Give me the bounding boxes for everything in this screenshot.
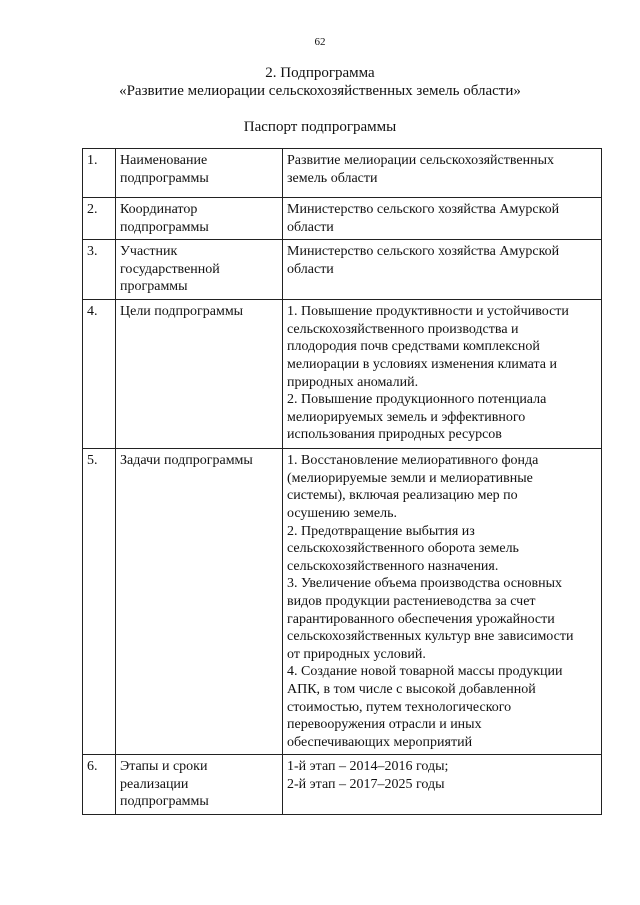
row-value-line: Министерство сельского хозяйства Амурской (287, 202, 560, 217)
row-value-line: осушению земель. (287, 505, 398, 521)
row-value-line: 2. Предотвращение выбытия из (287, 523, 475, 539)
row-name-line: программы (120, 279, 188, 295)
row-name (116, 755, 283, 815)
row-value-line: мелиорируемых земель и эффективного (287, 409, 526, 425)
row-number: 5. (83, 449, 116, 755)
page-number: 62 (314, 36, 326, 48)
row-value-line: гарантированного обеспечения урожайности (287, 611, 555, 627)
row-number: 6. (83, 755, 116, 815)
row-name (116, 240, 283, 300)
row-value-line: плодородия почв средствами комплексной (287, 339, 540, 355)
row-name-line: Наименование (120, 153, 208, 168)
row-name-line: подпрограммы (120, 794, 209, 810)
row-name-line: Этапы и сроки (120, 759, 208, 775)
row-name (116, 149, 283, 198)
table-row (83, 449, 602, 755)
row-value-line: Развитие мелиорации сельскохозяйственных (287, 153, 555, 168)
passport-table (82, 148, 602, 815)
row-value-line: 2. Повышение продукционного потенциала (287, 392, 547, 408)
row-name-line: Координатор (120, 202, 198, 217)
row-name (116, 449, 283, 755)
table-row (83, 149, 602, 198)
table-row (83, 300, 602, 449)
row-name-line: государственной (120, 261, 220, 277)
row-name-line: Цели подпрограммы (120, 304, 244, 320)
row-value-line: (мелиорируемые земли и мелиоративные (287, 470, 533, 486)
row-number: 1. (83, 149, 116, 198)
row-name-line: подпрограммы (120, 219, 209, 235)
row-value-line: сельскохозяйственного оборота земель (287, 541, 519, 557)
row-name (116, 300, 283, 449)
row-value-line: 4. Создание новой товарной массы продукции (287, 664, 563, 680)
row-name-line: подпрограммы (120, 170, 209, 186)
row-number: 4. (83, 300, 116, 449)
row-value-line: 1. Восстановление мелиоративного фонда (287, 453, 539, 469)
row-value-line: 2-й этап – 2017–2025 годы (287, 776, 445, 792)
table-row (83, 198, 602, 240)
subprogram-number-heading: 2. Подпрограмма (265, 65, 375, 81)
row-value (283, 149, 602, 198)
row-value-line: перевооружения отрасли и иных (287, 717, 482, 733)
row-value-line: стоимостью, путем технологического (287, 699, 512, 715)
row-value (283, 449, 602, 755)
row-value-line: видов продукции растениеводства за счет (287, 593, 536, 609)
passport-title: Паспорт подпрограммы (243, 119, 397, 135)
row-value-line: обеспечивающих мероприятий (287, 734, 473, 750)
row-value-line: 3. Увеличение объема производства основных (287, 576, 562, 592)
row-value-line: 1-й этап – 2014–2016 годы; (287, 759, 449, 775)
row-value-line: природных аномалий. (287, 374, 419, 390)
row-value (283, 198, 602, 240)
row-value-line: области (287, 261, 334, 277)
row-name-line: Участник (120, 244, 178, 260)
row-value-line: использования природных ресурсов (287, 427, 502, 443)
row-value-line: области (287, 219, 334, 235)
row-name (116, 198, 283, 240)
row-value-line: сельскохозяйственного производства и (287, 321, 519, 337)
row-value-line: 1. Повышение продуктивности и устойчивости (287, 304, 569, 320)
row-name-line: реализации (120, 776, 189, 792)
row-name-line: Задачи подпрограммы (120, 453, 253, 469)
row-value (283, 300, 602, 449)
row-value-line: сельскохозяйственного назначения. (287, 558, 499, 574)
row-value-line: сельскохозяйственных культур вне зависимости (287, 629, 574, 645)
row-number: 2. (83, 198, 116, 240)
row-value-line: АПК, в том числе с высокой добавленной (287, 681, 536, 697)
row-number: 3. (83, 240, 116, 300)
row-value-line: земель области (287, 170, 378, 186)
row-value (283, 240, 602, 300)
row-value-line: Министерство сельского хозяйства Амурской (287, 244, 560, 260)
subprogram-title-heading: «Развитие мелиорации сельскохозяйственных земель области» (119, 83, 521, 99)
row-value-line: от природных условий. (287, 646, 426, 662)
row-value-line: мелиорации в условиях изменения климата и (287, 356, 558, 372)
table-row (83, 240, 602, 300)
table-row (83, 755, 602, 815)
row-value-line: системы), включая реализацию мер по (287, 488, 518, 504)
row-value (283, 755, 602, 815)
